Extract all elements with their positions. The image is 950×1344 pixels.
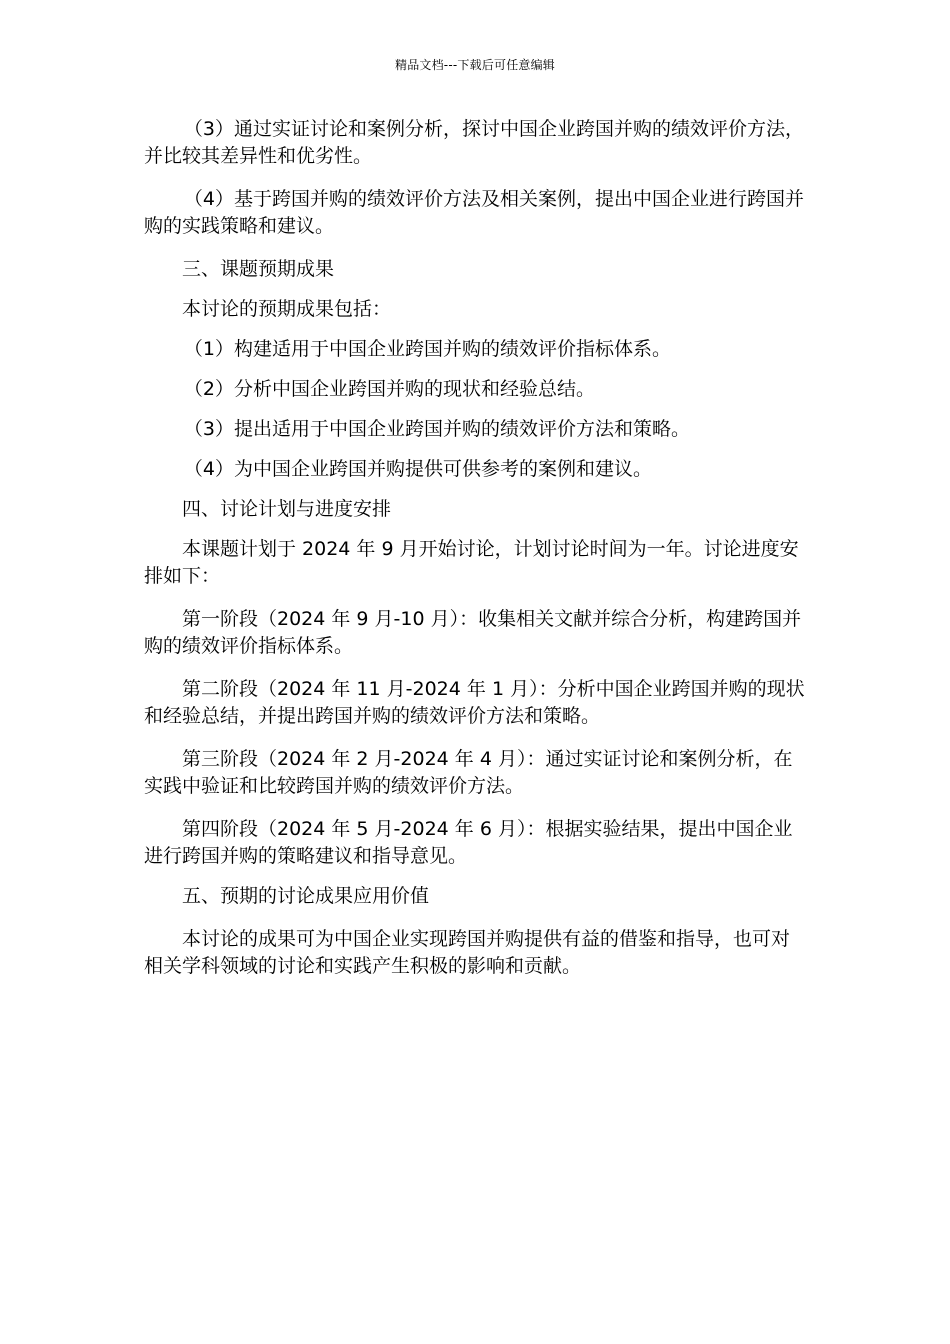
paragraph: 第三阶段（2024 年 2 月-2024 年 4 月）：通过实证讨论和案例分析，在实践中验证和比较跨国并购的绩效评价方法。 — [144, 748, 793, 797]
page-header: 精品文档---下载后可任意编辑 — [395, 58, 555, 72]
section-heading: 四、讨论计划与进度安排 — [182, 498, 392, 520]
section-heading: 五、预期的讨论成果应用价值 — [182, 885, 430, 907]
paragraph: （3）通过实证讨论和案例分析，探讨中国企业跨国并购的绩效评价方法，并比较其差异性和优劣性。 — [144, 118, 804, 167]
section-heading: 三、课题预期成果 — [182, 258, 335, 280]
document-body — [144, 116, 806, 980]
list-item: （2）分析中国企业跨国并购的现状和经验总结。 — [183, 378, 595, 400]
paragraph: 第一阶段（2024 年 9 月-10 月）：收集相关文献并综合分析，构建跨国并购的绩效评价指标体系。 — [144, 608, 802, 657]
paragraph: 本讨论的预期成果包括： — [182, 298, 392, 320]
paragraph: 本课题计划于 2024 年 9 月开始讨论，计划讨论时间为一年。讨论进度安排如下： — [144, 538, 799, 587]
paragraph: 本讨论的成果可为中国企业实现跨国并购提供有益的借鉴和指导，也可对相关学科领域的讨论和实践产生积极的影响和贡献。 — [144, 928, 791, 977]
paragraph: 第二阶段（2024 年 11 月-2024 年 1 月）：分析中国企业跨国并购的现状和经验总结，并提出跨国并购的绩效评价方法和策略。 — [144, 678, 805, 727]
paragraph: 第四阶段（2024 年 5 月-2024 年 6 月）：根据实验结果，提出中国企业进行跨国并购的策略建议和指导意见。 — [144, 818, 793, 867]
list-item: （3）提出适用于中国企业跨国并购的绩效评价方法和策略。 — [183, 418, 690, 440]
paragraph: （4）基于跨国并购的绩效评价方法及相关案例，提出中国企业进行跨国并购的实践策略和建议。 — [144, 188, 804, 237]
list-item: （1）构建适用于中国企业跨国并购的绩效评价指标体系。 — [183, 338, 671, 360]
list-item: （4）为中国企业跨国并购提供可供参考的案例和建议。 — [183, 458, 652, 480]
